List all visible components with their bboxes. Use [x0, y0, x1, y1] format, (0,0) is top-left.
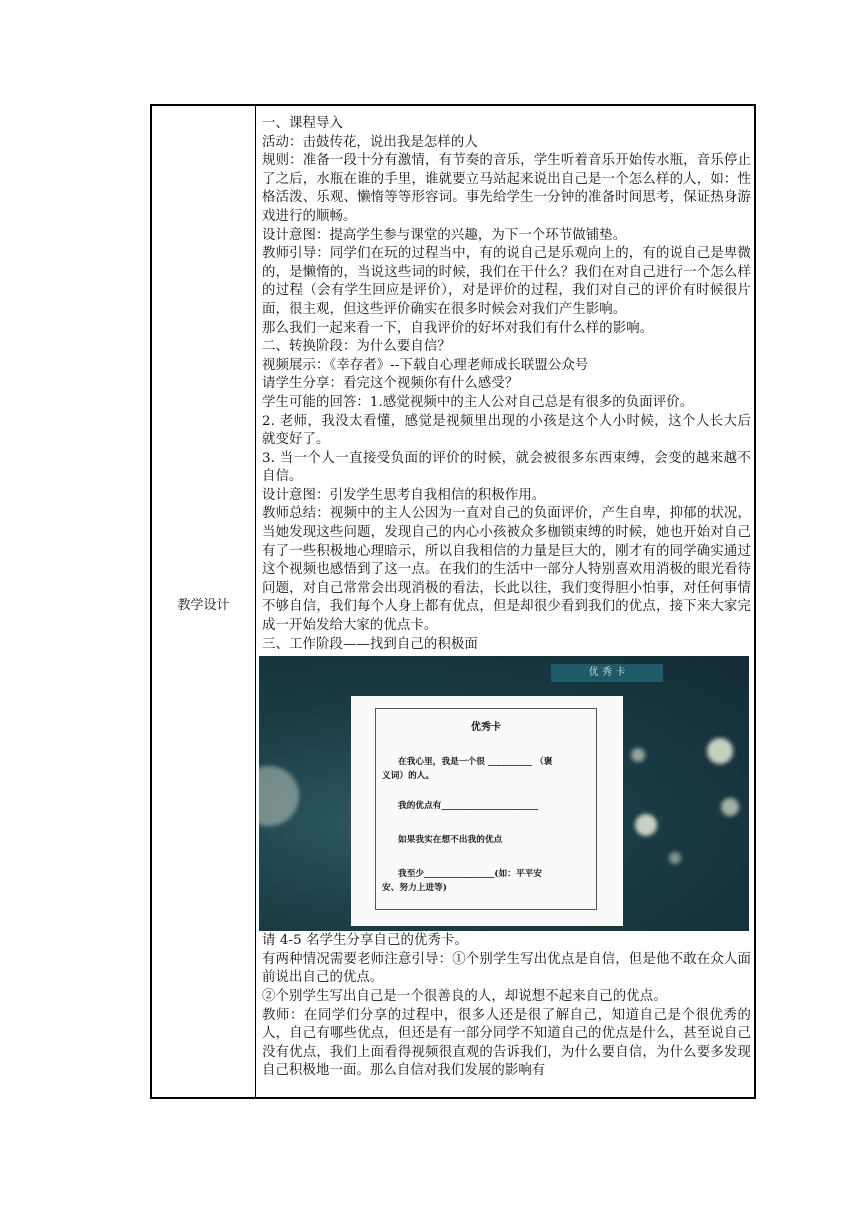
card-border: [375, 708, 597, 910]
paragraph: 教师：在同学们分享的过程中，很多人还是很了解自己，知道自己是个很优秀的人，自己有哪些优点，但还是有一部分同学不知道自己的优点是什么，甚至说自己没有优点，我们上面看得视频很直观的告诉我们，为什么要自信，为什么要多发现自己积极地一面。那么自信对我们发展的影响有: [262, 1007, 751, 1079]
card-sheet: [351, 696, 623, 926]
card-line: 我的优点有______________________: [398, 801, 539, 812]
lesson-table: [150, 104, 756, 1099]
paragraph: 请学生分享：看完这个视频你有什么感受？: [262, 376, 519, 392]
card-line: 安、努力上进等): [382, 883, 448, 894]
lesson-content: [256, 106, 754, 1081]
paragraph: 一、课程导入: [262, 116, 343, 131]
paragraph: 3. 当一个人一直接受负面的评价的时候，就会被很多东西束缚，会变的越来越不自信。: [262, 450, 751, 485]
card-line: 在我心里，我是一个很 __________ （褒: [398, 757, 553, 768]
paragraph: 二、转换阶段：为什么要自信？: [262, 339, 451, 355]
card-banner: 优 秀 卡: [551, 664, 663, 682]
table-right-column: [256, 106, 754, 1097]
paragraph: 有两种情况需要老师注意引导：①个别学生写出优点是自信，但是他不敢在众人面前说出自己的优点。: [262, 951, 751, 986]
paragraph: 活动：击鼓传花，说出我是怎样的人: [262, 134, 478, 150]
paragraph: 请 4-5 名学生分享自己的优秀卡。: [262, 933, 468, 949]
paragraph: 设计意图：引发学生思考自我相信的积极作用。: [262, 487, 546, 503]
card-line: 如果我实在想不出我的优点: [398, 835, 503, 846]
paragraph: 2. 老师，我没太看懂，感觉是视频里出现的小孩是这个人小时候，这个人长大后就变好了。: [262, 413, 751, 448]
paragraph: 教师总结：视频中的主人公因为一直对自己的负面评价，产生自卑，抑郁的状况，当她发现这些问题，发现自己的内心小孩被众多枷锁束缚的时候，她也开始对自己有了一些积极地心理暗示，所以自我相信的力量是巨大的，刚才有的同学确实通过这个视频也感悟到了这一点。在我们的生活中一部分人特别喜欢用消极的眼光看待问题，对自己常常会出现消极的看法，长此以往，我们变得胆小怕事，对任何事情不够自信，我们每个人身上都有优点，但是却很少看到我们的优点，接下来大家完成一开始发给大家的优点卡。: [262, 506, 751, 634]
paragraph: 那么我们一起来看一下，自我评价的好坏对我们有什么样的影响。: [262, 320, 654, 336]
paragraph: 三、工作阶段——找到自己的积极面: [262, 636, 478, 652]
paragraph: ②个别学生写出自己是一个很善良的人，却说想不起来自己的优点。: [262, 989, 667, 1004]
card-line: 义词）的人。: [382, 771, 435, 782]
paragraph: 规则：准备一段十分有激情，有节奏的音乐，学生听着音乐开始传水瓶，音乐停止了之后，水瓶在谁的手里，谁就要立马站起来说出自己是一个怎么样的人，如：性格活泼、乐观、懒惰等等形容词。事先给学生一分钟的准备时间思考，保证热身游戏进行的顺畅。: [262, 153, 751, 224]
section-label: 教学设计: [177, 598, 230, 613]
paragraph: 教师引导：同学们在玩的过程当中，有的说自己是乐观向上的，有的说自己是卑微的，是懒惰的，当说这些词的时候，我们在干什么？我们在对自己进行一个怎么样的过程（会有学生回应是评价），对是评价的过程，我们对自己的评价有时候很片面，很主观，但这些评价确实在很多时候会对我们产生影响。: [262, 246, 751, 317]
paragraph: 设计意图：提高学生参与课堂的兴趣，为下一个环节做铺垫。: [262, 227, 627, 243]
card-line: 我至少________________(如：平平安: [398, 869, 543, 880]
paragraph: 学生可能的回答：1.感觉视频中的主人公对自己总是有很多的负面评价。: [262, 394, 694, 410]
paragraph: 视频展示：《幸存者》--下载自心理老师成长联盟公众号: [262, 357, 589, 373]
card-title: 优秀卡: [470, 722, 502, 734]
excellence-card-image: [259, 656, 749, 931]
table-left-column: [152, 106, 256, 1097]
